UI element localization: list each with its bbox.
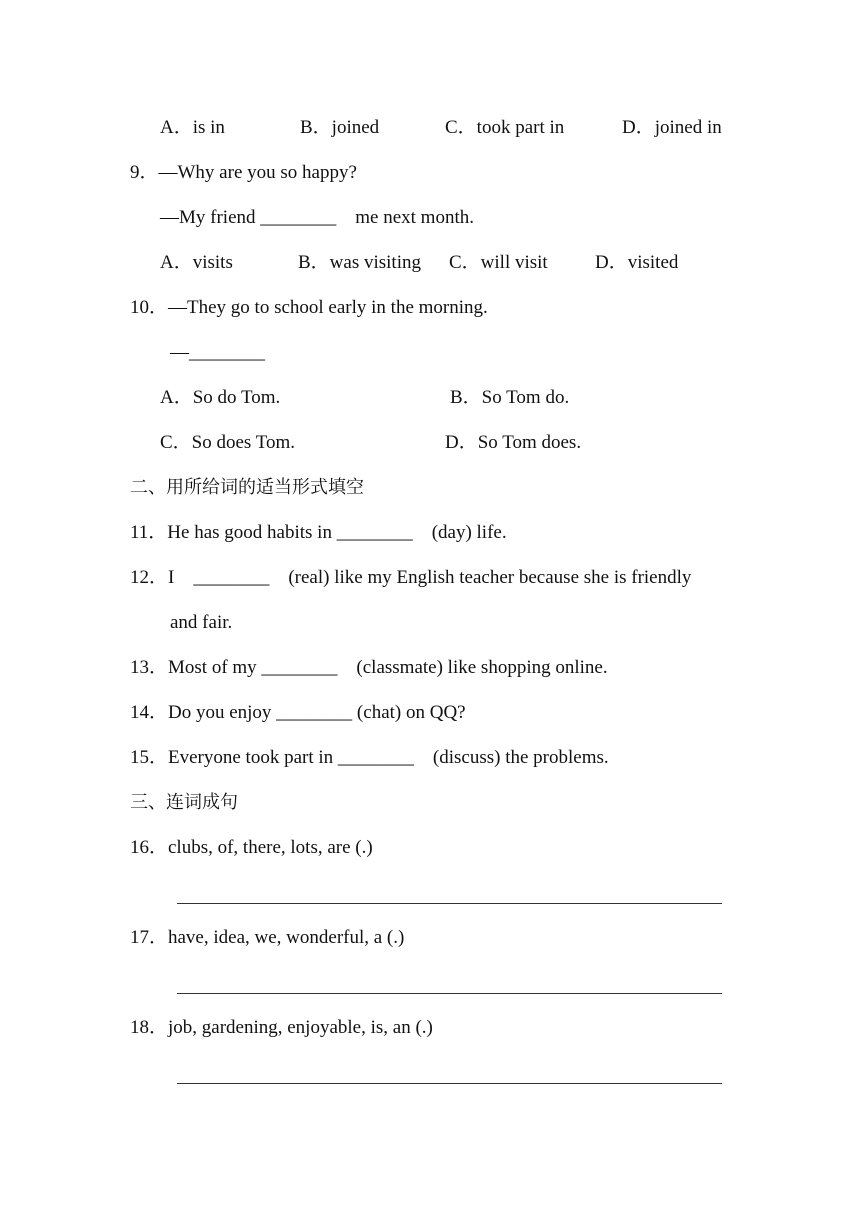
q10-option-b: B．So Tom do. xyxy=(450,387,570,408)
q10-option-c: C．So does Tom. xyxy=(160,432,296,453)
q9-stem: 9．—Why are you so happy? xyxy=(130,162,357,183)
q18: 18．job, gardening, enjoyable, is, an (.) xyxy=(130,1017,433,1038)
q9-option-a: A．visits xyxy=(160,252,233,273)
section3-title: 三、连词成句 xyxy=(130,792,238,813)
q12: 12．I ________ (real) like my English teacher because she is friendly xyxy=(130,567,692,588)
q12-continuation: and fair. xyxy=(170,612,233,633)
q9-option-d: D．visited xyxy=(595,252,679,273)
q16: 16．clubs, of, there, lots, are (.) xyxy=(130,837,373,858)
q9-option-b: B．was visiting xyxy=(298,252,421,273)
q10-answer-line: —________ xyxy=(170,342,265,363)
q18-answer-line xyxy=(177,1083,722,1084)
q8-option-a: A．is in xyxy=(160,117,225,138)
q15: 15．Everyone took part in ________ (discuss) the problems. xyxy=(130,747,609,768)
q8-option-b: B．joined xyxy=(300,117,380,138)
q14: 14．Do you enjoy ________ (chat) on QQ? xyxy=(130,702,466,723)
q9-answer-line: —My friend ________ me next month. xyxy=(160,207,474,228)
q8-option-d: D．joined in xyxy=(622,117,722,138)
q17-answer-line xyxy=(177,993,722,994)
q13: 13．Most of my ________ (classmate) like shopping online. xyxy=(130,657,608,678)
q10-stem: 10．—They go to school early in the morning. xyxy=(130,297,488,318)
q11: 11．He has good habits in ________ (day) life. xyxy=(130,522,507,543)
section2-title: 二、用所给词的适当形式填空 xyxy=(130,477,364,498)
q16-answer-line xyxy=(177,903,722,904)
q8-option-c: C．took part in xyxy=(445,117,565,138)
q17: 17．have, idea, we, wonderful, a (.) xyxy=(130,927,405,948)
q10-option-a: A．So do Tom. xyxy=(160,387,281,408)
q10-option-d: D．So Tom does. xyxy=(445,432,582,453)
q9-option-c: C．will visit xyxy=(449,252,548,273)
